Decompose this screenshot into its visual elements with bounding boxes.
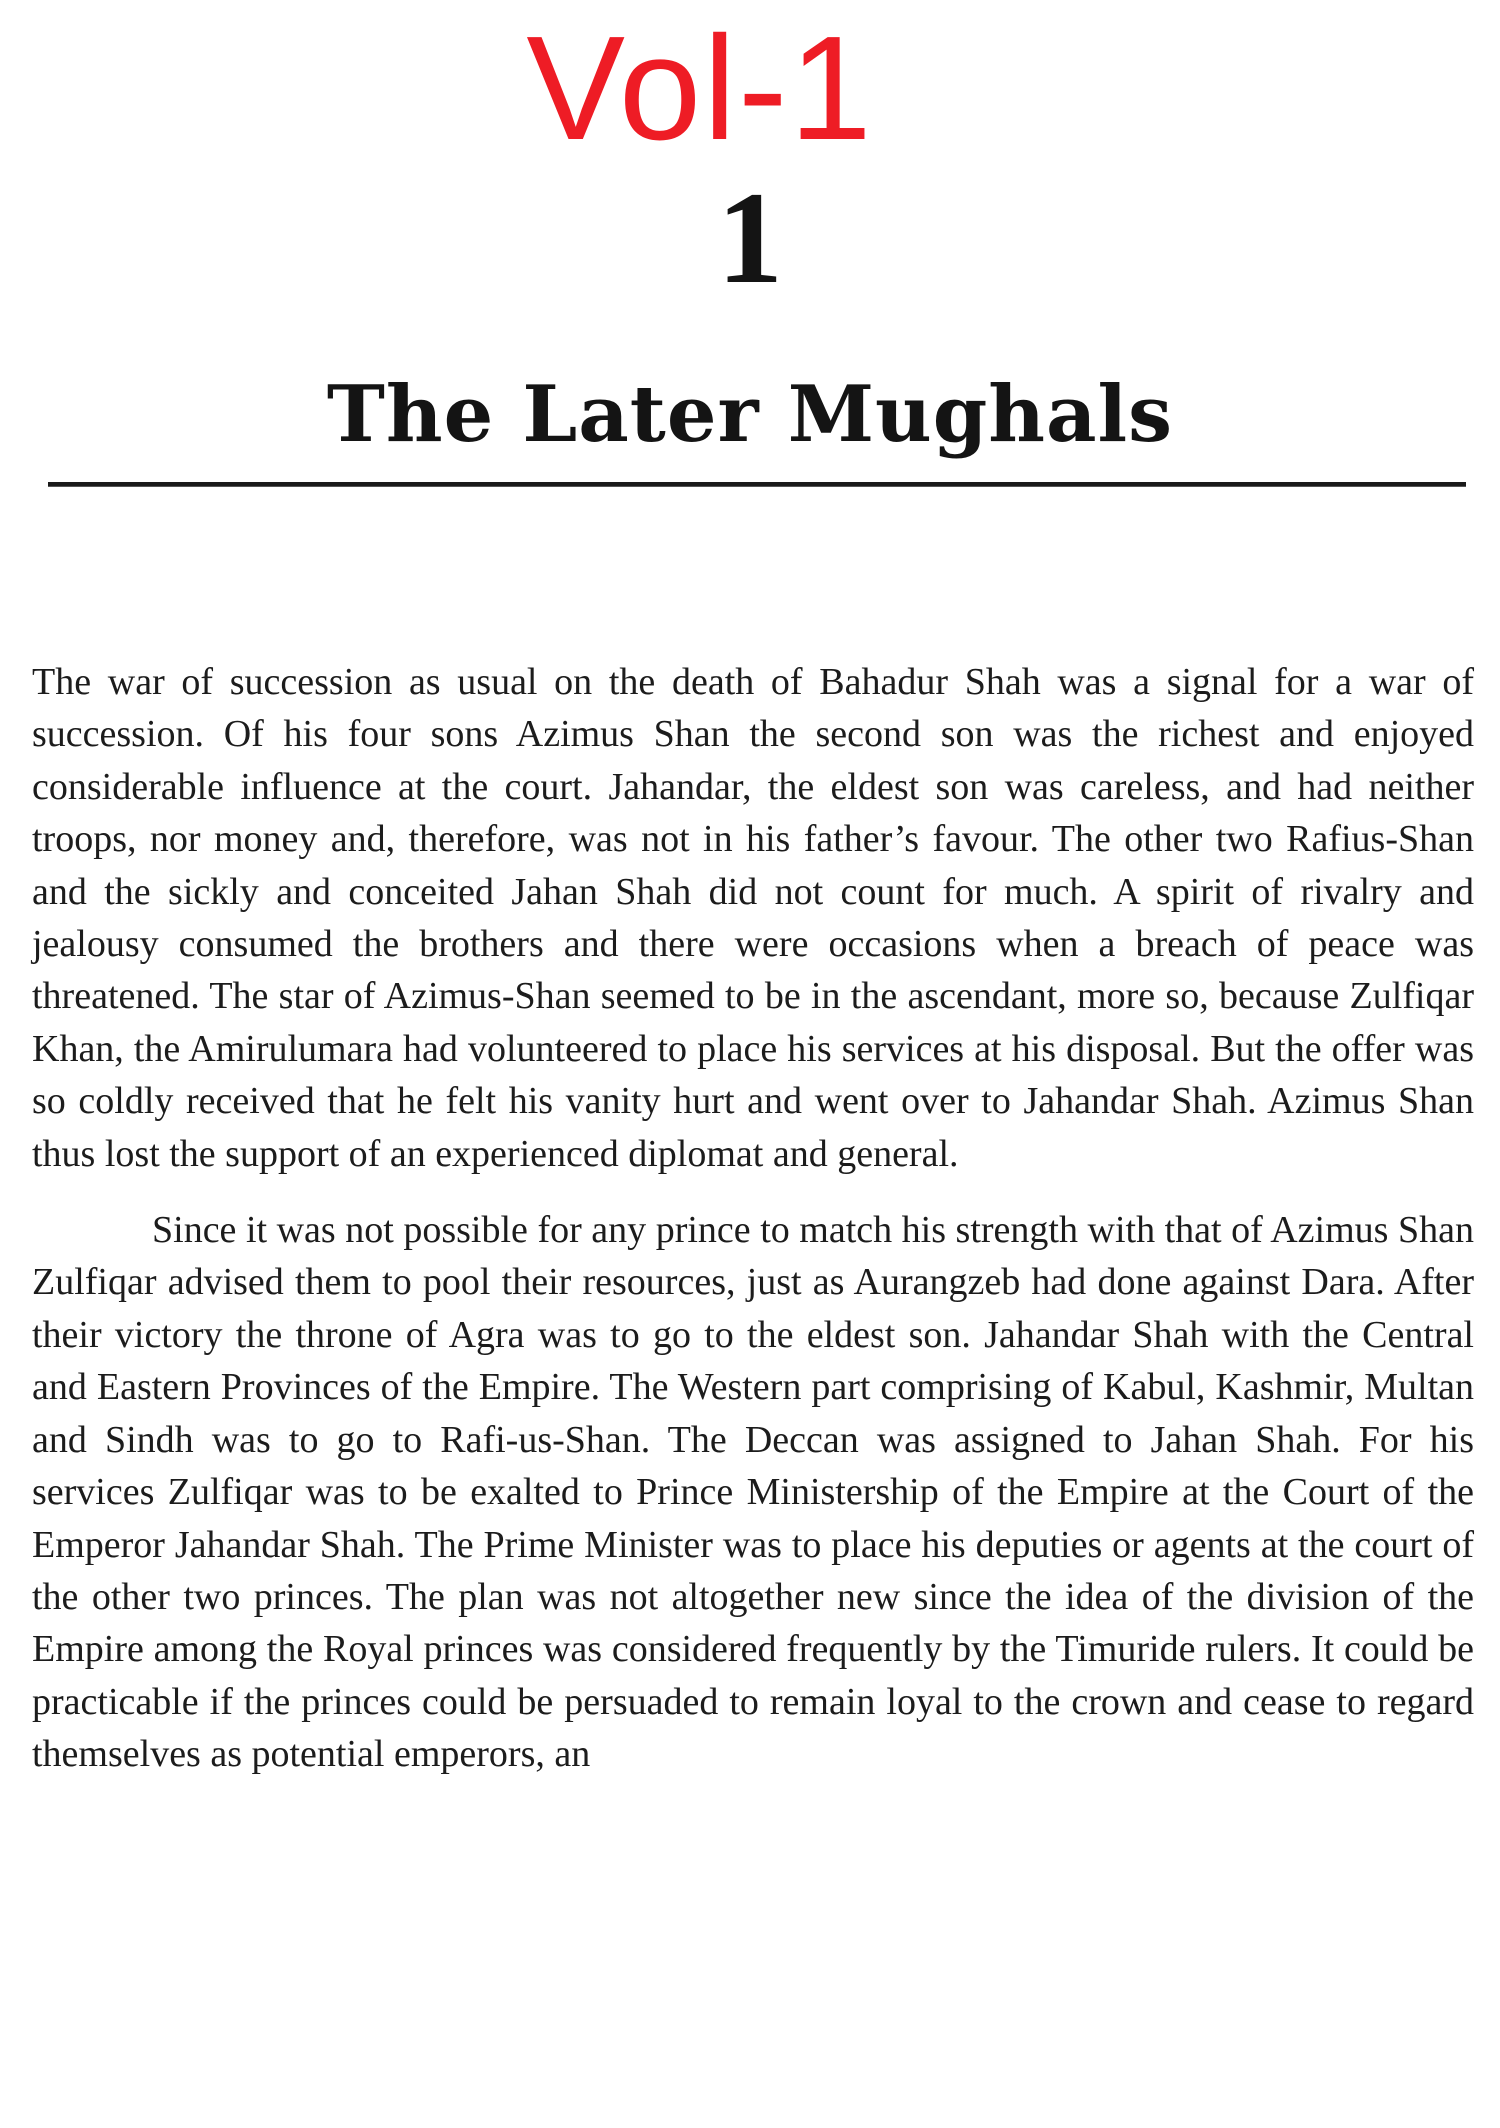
- chapter-title: The Later Mughals: [326, 369, 1174, 460]
- volume-label: Vol-1: [526, 6, 874, 171]
- chapter-number: 1: [717, 164, 783, 311]
- title-divider: [48, 482, 1466, 487]
- paragraph-2: Since it was not possible for any prince to match his strength with that of Azimus Shan Zulfiqar advised them to pool their resources, just as Aurangzeb had done against Dara. After their victory the throne of Agra was to go to the eldest son. Jahandar Shah with the Central and Eastern Provinces of the Empire. The Western part comprising of Kabul, Kashmir, Multan and Sindh was to go to Rafi-us-Shan. The Deccan was assigned to Jahan Shah. For his services Zulfiqar was to be exalted to Prince Ministership of the Empire at the Court of the Emperor Jahandar Shah. The Prime Minister was to place his deputies or agents at the court of the other two princes. The plan was not altogether new since the idea of the division of the Empire among the Royal princes was considered frequently by the Timuride rulers. It could be practicable if the princes could be persuaded to remain loyal to the crown and cease to regard themselves as potential emperors, an: [32, 1209, 1474, 1776]
- paragraph-1: The war of succession as usual on the death of Bahadur Shah was a signal for a war of succession. Of his four sons Azimus Shan the second son was the richest and enjoyed considerable influence at the court. Jahandar, the eldest son was careless, and had neither troops, nor money and, therefore, was not in his father’s favour. The other two Rafius-Shan and the sickly and conceited Jahan Shah did not count for much. A spirit of rivalry and jealousy consumed the brothers and there were occasions when a breach of peace was threatened. The star of Azimus-Shan seemed to be in the ascendant, more so, because Zulfiqar Khan, the Amirulumara had volunteered to place his services at his disposal. But the offer was so coldly received that he felt his vanity hurt and went over to Jahandar Shah. Azimus Shan thus lost the support of an experienced diplomat and general.: [32, 661, 1474, 1175]
- chapter-body: [32, 656, 1474, 1781]
